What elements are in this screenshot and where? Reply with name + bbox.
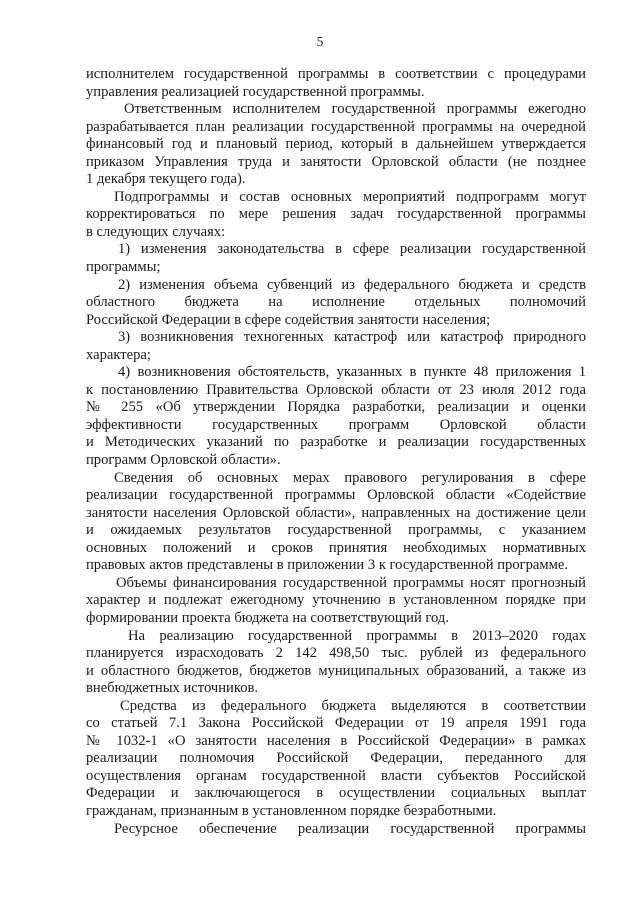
text-line: На реализацию государственной программы в 2013–2020 годах — [128, 627, 586, 644]
text-line: Федерации и заключающегося в осуществлении социальных выплат — [86, 785, 586, 802]
text-line: эффективности государственных программ Орловской области — [86, 416, 586, 433]
list-item — [86, 329, 586, 364]
text-line: управления реализацией государственной программы. — [86, 83, 425, 100]
text-line: формировании проекта бюджета на соответствующий год. — [86, 609, 449, 626]
list-item — [86, 241, 586, 276]
text-line: 1) изменения законодательства в сфере реализации государственной — [118, 241, 586, 258]
text-line: к постановлению Правительства Орловской области от 23 июля 2012 года — [86, 381, 586, 398]
text-line: 2) изменения объема субвенций из федерального бюджета и средств — [118, 276, 586, 293]
paragraph — [86, 470, 586, 575]
text-line: Ресурсное обеспечение реализации государственной программы — [114, 820, 586, 837]
text-line: основных положений и сроков принятия необходимых нормативных — [86, 539, 586, 556]
text-line: 3) возникновения техногенных катастроф или катастроф природного — [118, 329, 586, 346]
text-line: со статьей 7.1 Закона Российской Федерации от 19 апреля 1991 года — [86, 715, 586, 732]
text-line: планируется израсходовать 2 142 498,50 тыс. рублей из федерального — [86, 645, 586, 662]
text-line: исполнителем государственной программы в соответствии с процедурами — [86, 66, 586, 82]
text-line: разрабатывается план реализации государственной программы на очередной — [86, 118, 586, 135]
text-line: финансовый год и плановый период, который в дальнейшем утверждается — [86, 136, 586, 153]
paragraph — [86, 575, 586, 628]
paragraph — [86, 821, 586, 839]
text-line: программ Орловской области». — [86, 452, 281, 469]
text-line: Российской Федерации в сфере содействия занятости населения; — [86, 311, 491, 328]
text-line: корректироваться по мере решения задач государственной программы — [86, 206, 586, 223]
text-line: характер и подлежат ежегодному уточнению в установленном порядке при — [86, 592, 586, 609]
body-text — [86, 66, 586, 838]
text-line: областного бюджета на исполнение отдельных полномочий — [86, 294, 586, 311]
text-line: и областного бюджетов, бюджетов муниципальных образований, а также из — [86, 662, 586, 679]
text-line: осуществления органам государственной власти субъектов Российской — [86, 767, 586, 784]
text-line: гражданам, признанным в установленном порядке безработными. — [86, 802, 497, 819]
text-line: реализации государственной программы Орловской области «Содействие — [86, 487, 586, 504]
paragraph — [86, 698, 586, 821]
text-line: и ожидаемых результатов государственной программы, с указанием — [86, 522, 586, 539]
page-number: 5 — [316, 34, 324, 49]
text-line: Средства из федерального бюджета выделяются в соответствии — [120, 697, 586, 714]
text-line: правовых актов представлены в приложении 3 к государственной программе. — [86, 557, 568, 574]
text-line: занятости населения Орловской области», направленных на достижение цели — [86, 504, 586, 521]
text-line: Сведения об основных мерах правового регулирования в сфере — [114, 469, 586, 486]
text-line: Объемы финансирования государственной программы носят прогнозный — [116, 574, 586, 591]
text-line: 1 декабря текущего года). — [86, 171, 246, 188]
text-line: в следующих случаях: — [86, 223, 226, 240]
text-line: программы; — [86, 259, 161, 276]
text-line: Подпрограммы и состав основных мероприятий подпрограмм могут — [114, 188, 586, 205]
paragraph — [86, 66, 586, 101]
text-line: приказом Управления труда и занятости Орловской области (не позднее — [86, 153, 586, 170]
text-line: реализации полномочия Российской Федерации, переданного для — [86, 750, 586, 767]
text-line: 4) возникновения обстоятельств, указанных в пункте 48 приложения 1 — [118, 364, 586, 381]
text-line: Ответственным исполнителем государственной программы ежегодно — [124, 101, 586, 118]
paragraph — [86, 189, 586, 242]
list-item — [86, 277, 586, 330]
text-line: и Методических указаний по разработке и реализации государственных — [86, 434, 586, 451]
text-line: внебюджетных источников. — [86, 680, 259, 697]
text-line: характера; — [86, 346, 151, 363]
list-item — [86, 364, 586, 469]
text-line: № 255 «Об утверждении Порядка разработки, реализации и оценки — [86, 399, 586, 416]
paragraph — [86, 628, 586, 698]
text-line: № 1032-1 «О занятости населения в Российской Федерации» в рамках — [86, 732, 586, 749]
paragraph — [86, 101, 586, 189]
